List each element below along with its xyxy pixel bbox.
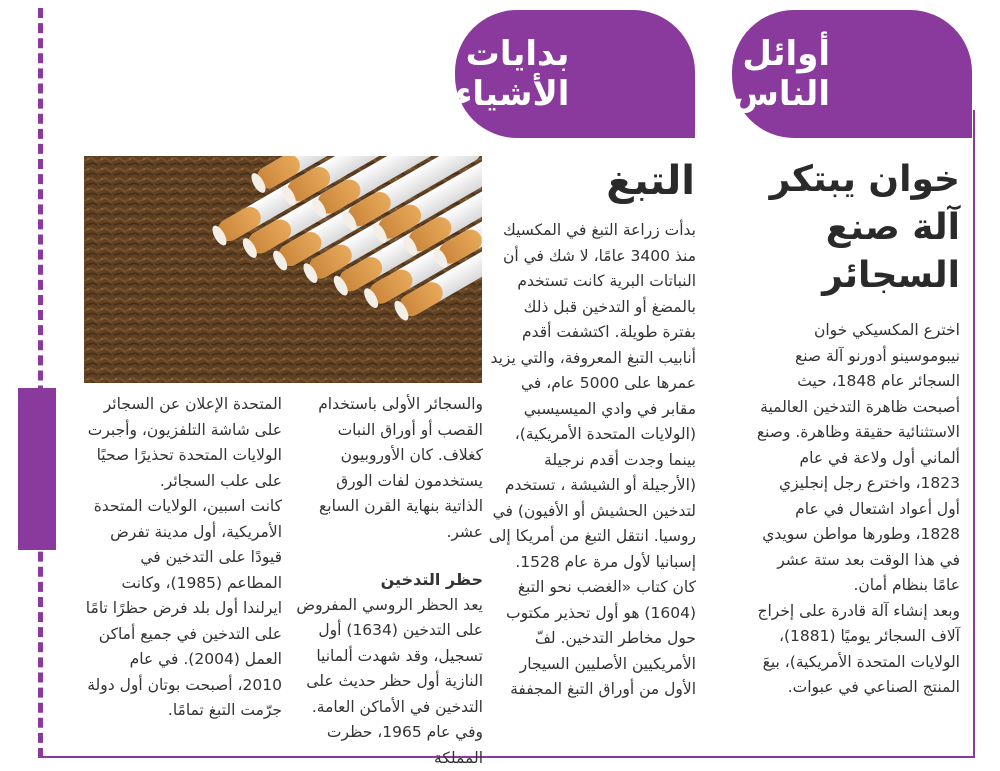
side-color-tab xyxy=(18,388,56,550)
badge-line-1: بدايات xyxy=(455,34,569,74)
section-badge-beginnings xyxy=(455,10,695,138)
article-tobacco-continued xyxy=(295,392,483,771)
body-paragraph: اخترع المكسيكي خوان نيبوموسينو أدورنو آلة صنع السجائر عام 1848، حيث أصبحت ظاهرة التدخين العالمية الاستثنائية حقيقة وظاهرة. وصنع ألماني أول ولاعة في عام 1823، واخترع رجل إنجليزي أول أعواد اشتعال في عام 1828، وطورها مواطن سويدي في هذا الوقت بعد ستة عشر عامًا بنظام أمان. xyxy=(755,318,960,599)
frame-bottom-border xyxy=(40,756,975,758)
body-paragraph: بدأت زراعة التبغ في المكسيك منذ 3400 عامًا، لا شك في أن النباتات البرية كانت تستخدم بالمضغ أو التدخين قبل ذلك بفترة طويلة. اكتشفت أقدم أنابيب التبغ المعروفة، والتي يزيد عمرها على 5000 عام، في مقابر في وادي الميسيسبي (الولايات المتحدة الأمريكية)، بينما وجدت أقدم نرجيلة (الأرجيلة أو الشيشة ، تستخدم لتدخين الحشيش أو الأفيون) في روسيا. انتقل التبغ من أمريكا إلى إسبانيا لأول مرة عام 1528. كان كتاب «الغضب نحو التبغ (1604) هو أول تحذير مكتوب حول مخاطر التدخين. لفّ الأمريكيين الأصليين السيجار الأول من أوراق التبغ المجففة xyxy=(488,218,696,703)
body-paragraph: يعد الحظر الروسي المفروض على التدخين (1634) أول تسجيل، وقد شهدت ألمانيا النازية أول حظر حديث على التدخين في الأماكن العامة. وفي عام 1965، حظرت المملكة xyxy=(295,593,483,771)
article-tobacco-body xyxy=(488,218,696,703)
article-smoking-ban-continued xyxy=(84,392,282,724)
body-paragraph: المتحدة الإعلان عن السجائر على شاشة التلفزيون، وأجبرت الولايات المتحدة تحذيرًا صحيًا على علب السجائر. xyxy=(84,392,282,494)
body-paragraph: كانت اسبين، الولايات المتحدة الأمريكية، أول مدينة تفرض قيودًا على التدخين في المطاعم (1985)، وكانت ايرلندا أول بلد فرض حظرًا تامًا على التدخين في جميع أماكن العمل (2004). في عام 2010، أصبحت بوتان أول دولة جرّمت التبغ تمامًا. xyxy=(84,494,282,724)
badge-line-2: الناس xyxy=(732,74,830,114)
dashed-margin-line xyxy=(38,8,43,758)
headline-tobacco: التبغ xyxy=(560,156,695,206)
badge-line-1: أوائل xyxy=(732,34,830,74)
body-paragraph: والسجائر الأولى باستخدام القصب أو أوراق النبات كغلاف. كان الأوروبيون يستخدمون لفات الورق الذاتية بنهاية القرن السابع عشر. xyxy=(295,392,483,545)
headline-cigarette-machine: خوان يبتكر آلة صنع السجائر xyxy=(760,156,960,300)
badge-line-2: الأشياء xyxy=(455,74,569,114)
subheading-smoking-ban: حظر التدخين xyxy=(295,567,483,593)
frame-right-border xyxy=(973,110,975,758)
article-cigarette-machine-body xyxy=(755,318,960,701)
cigarettes-on-tobacco-photo xyxy=(84,156,482,383)
body-paragraph: وبعد إنشاء آلة قادرة على إخراج آلاف السجائر يوميًا (1881)، الولايات المتحدة الأمريكية)، بيعَ المنتج الصناعي في عبوات. xyxy=(755,599,960,701)
section-badge-firsts-people xyxy=(732,10,972,138)
